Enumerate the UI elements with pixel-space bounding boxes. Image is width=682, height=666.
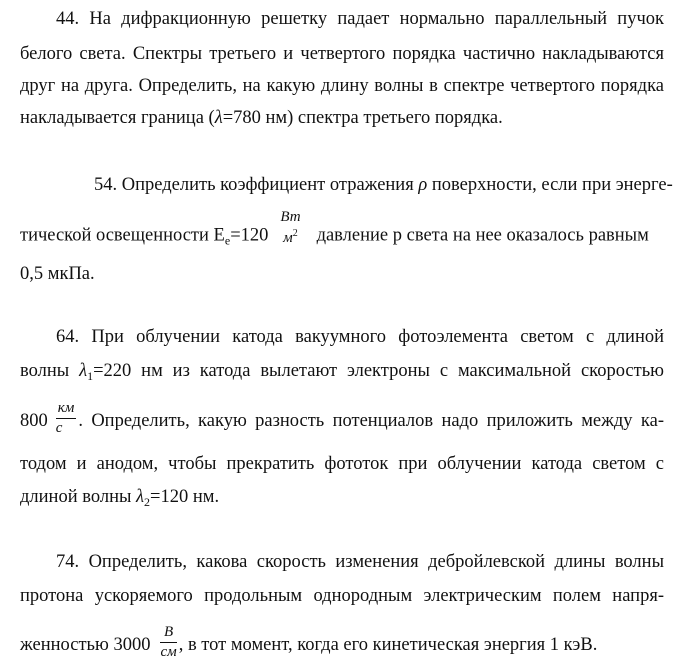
- text-segment: =780 нм) спектра третьего порядка.: [222, 108, 503, 128]
- lambda-symbol: λ: [79, 361, 88, 381]
- fraction-numerator: В: [160, 625, 176, 643]
- unit-fraction-v-per-cm: [160, 625, 176, 660]
- fraction-denominator: с: [55, 420, 63, 436]
- problem-64-line-3: [20, 400, 664, 439]
- fraction-denominator: см: [160, 644, 177, 660]
- fraction-numerator: км: [56, 401, 77, 419]
- text-segment: . Определить, какую разность потенциалов надо приложить между ка-: [78, 410, 664, 431]
- problem-44-line-2: белого света. Спектры третьего и четвертого порядка частично накладываются: [20, 44, 664, 64]
- problem-64-line-1: 64. При облучении катода вакуумного фотоэлемента светом с длиной: [56, 327, 664, 347]
- fraction-numerator: Вт: [280, 209, 301, 225]
- text-segment: =120: [230, 225, 269, 246]
- problem-54-line-2: [20, 209, 664, 254]
- problem-64-line-5: [20, 485, 664, 509]
- unit-fraction-km-per-s: [56, 401, 77, 436]
- denominator-text: м: [283, 230, 293, 246]
- text-segment: 54. Определить коэффициент отражения: [94, 175, 419, 195]
- problem-74-line-2: протона ускоряемого продольным однородным электрическим полем напря-: [20, 586, 664, 606]
- rho-symbol: ρ: [418, 175, 428, 195]
- text-segment: давление p света на нее оказалось равным: [316, 225, 649, 246]
- problem-74-line-1: 74. Определить, какова скорость изменения дебройлевской длины волны: [56, 552, 664, 572]
- unit-fraction-w-per-m2: [278, 210, 302, 246]
- problem-54-line-1: [94, 173, 673, 197]
- text-segment: тической освещенности E: [20, 225, 225, 246]
- exponent: 2: [292, 228, 298, 239]
- text-segment: длиной волны: [20, 487, 137, 507]
- problem-44-line-1: 44. На дифракционную решетку падает нормально параллельный пучок: [56, 9, 664, 29]
- lambda-symbol: λ: [136, 487, 145, 507]
- problem-64-line-2: [20, 359, 664, 383]
- problem-54-line-3: 0,5 мкПа.: [20, 264, 95, 284]
- subscript-1: 1: [87, 369, 94, 383]
- subscript-2: 2: [144, 495, 151, 509]
- fraction-denominator: [278, 227, 302, 246]
- problem-74-line-3: [20, 624, 664, 663]
- text-segment: женностью 3000: [20, 634, 151, 655]
- lambda-symbol: λ: [214, 108, 223, 128]
- text-segment: поверхности, если при энерге-: [427, 175, 673, 195]
- text-segment: накладывается граница (: [20, 108, 215, 128]
- problem-44-line-3: друг на друга. Определить, на какую длину волны в спектре четвертого порядка: [20, 76, 664, 96]
- text-segment: =220 нм из катода вылетают электроны с максимальной скоростью: [93, 361, 664, 381]
- problem-44-line-4: [20, 106, 664, 130]
- subscript-e: e: [224, 233, 231, 248]
- text-segment: , в тот момент, когда его кинетическая энергия 1 кэВ.: [178, 634, 598, 655]
- text-segment: =120 нм.: [150, 487, 220, 507]
- text-segment: волны: [20, 361, 80, 381]
- problem-64-line-4: тодом и анодом, чтобы прекратить фототок при облучении катода светом с: [20, 454, 664, 474]
- text-segment: 800: [20, 410, 48, 431]
